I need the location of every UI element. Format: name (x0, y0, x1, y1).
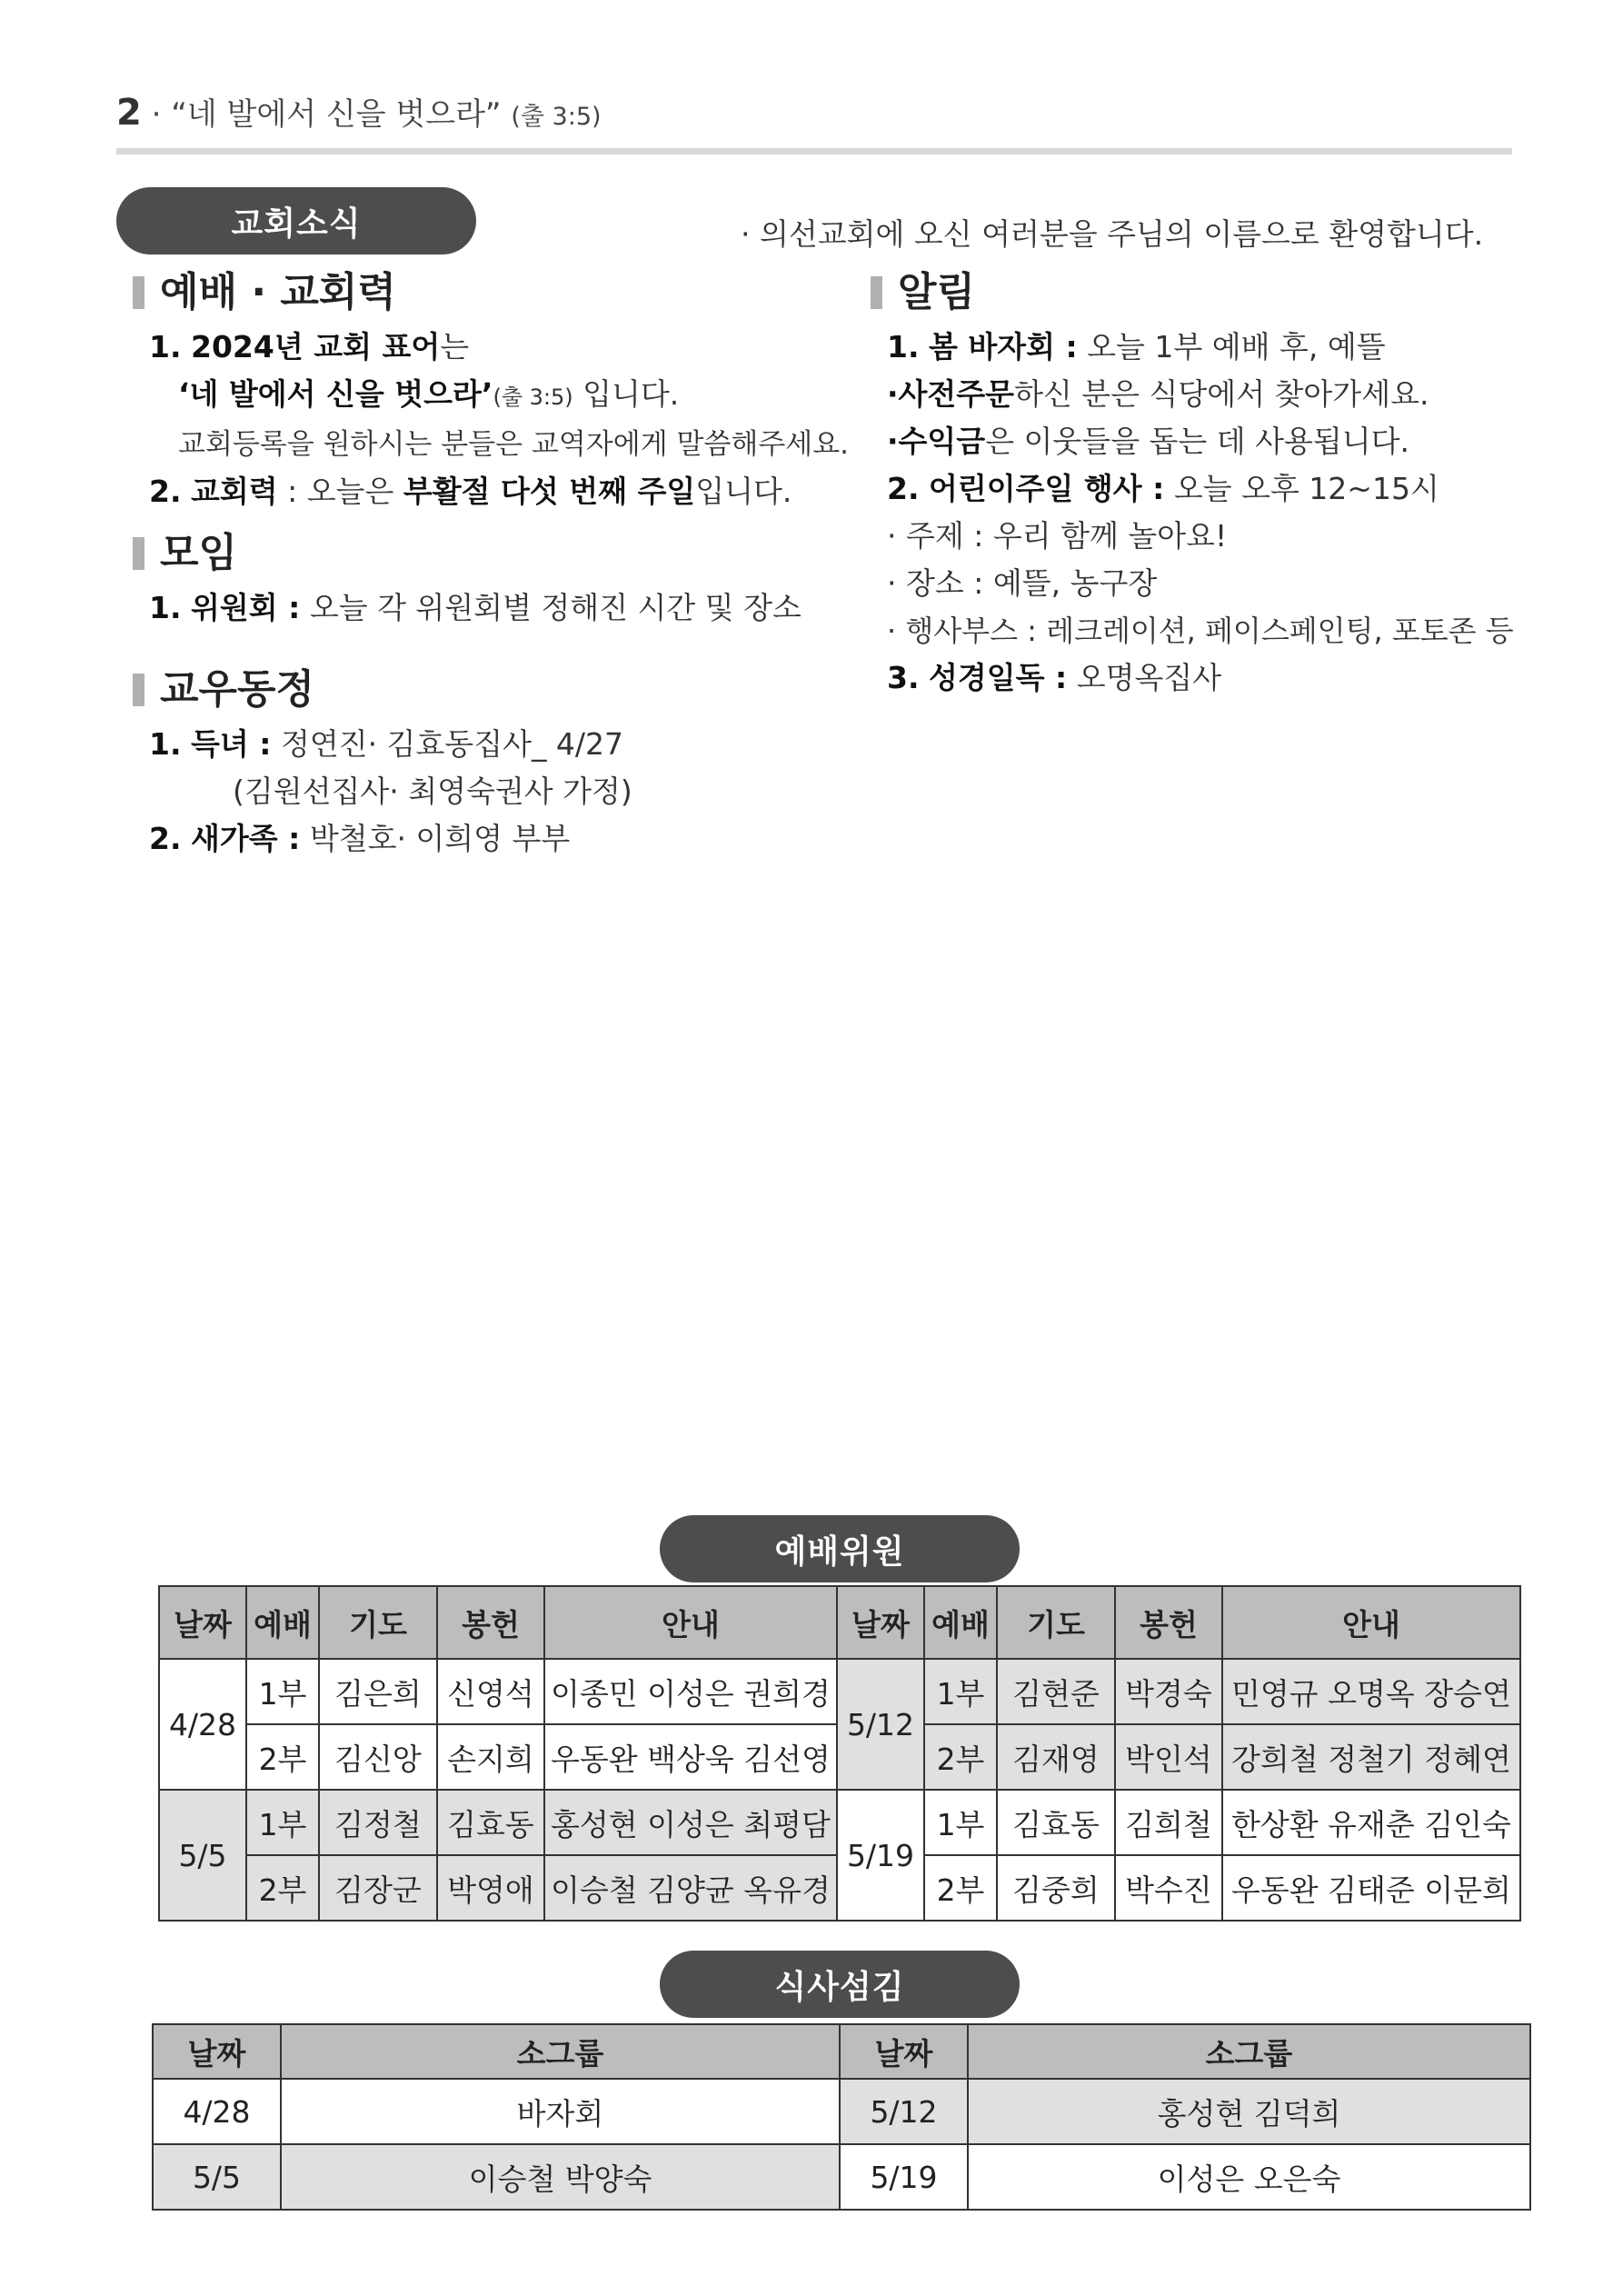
welcome-text: · 의선교회에 오신 여러분을 주님의 이름으로 환영합니다. (741, 216, 1484, 252)
col-header: 소그룹 (281, 2024, 840, 2079)
date-cell: 5/12 (837, 1659, 924, 1790)
col-header: 봉헌 (437, 1586, 544, 1659)
col-header: 예배 (924, 1586, 997, 1659)
meal-service-table (152, 2023, 1531, 2211)
col-header: 기도 (319, 1586, 437, 1659)
news-label: 교회소식 (116, 187, 476, 255)
members-line-3: 2. 새가족 : 박철호· 이희영 부부 (149, 821, 571, 856)
table-row: 2부 김신앙 손지희 우동완 백상욱 김선영 2부 김재영 박인석 강희철 정철기 정혜연 (159, 1724, 1520, 1790)
section-meeting (116, 526, 861, 581)
header-quote: “네 발에서 신을 벗으라” (171, 96, 502, 133)
worship-line-4: 2. 교회력 : 오늘은 부활절 다섯 번째 주일입니다. (149, 474, 792, 509)
header-divider (116, 148, 1512, 155)
date-cell: 5/12 (840, 2079, 968, 2144)
date-cell: 5/5 (159, 1790, 246, 1921)
notice-line-7: · 행사부스 : 레크레이션, 페이스페인팅, 포토존 등 (887, 614, 1514, 648)
worship-committee-title: 예배위원 (660, 1515, 1020, 1582)
col-header: 봉헌 (1115, 1586, 1222, 1659)
section-title: 알림 (898, 269, 976, 315)
table-header-row (159, 1586, 1520, 1659)
header-separator: · (151, 96, 162, 133)
col-header: 안내 (1222, 1586, 1520, 1659)
col-header: 기도 (997, 1586, 1115, 1659)
notice-line-4: 2. 어린이주일 행사 : 오늘 오후 12~15시 (887, 471, 1439, 506)
date-cell: 5/5 (153, 2144, 281, 2210)
table-row: 2부 김장군 박영애 이승철 김양균 옥유경 2부 김중희 박수진 우동완 김태준 이문희 (159, 1855, 1520, 1921)
section-notice (854, 265, 1527, 320)
date-cell: 5/19 (837, 1790, 924, 1921)
col-header: 예배 (246, 1586, 319, 1659)
date-cell: 4/28 (159, 1659, 246, 1790)
notice-line-6: · 장소 : 예뜰, 농구장 (887, 565, 1158, 601)
col-header: 날짜 (159, 1586, 246, 1659)
table-row: 5/5 이승철 박양숙 5/19 이성은 오은숙 (153, 2144, 1530, 2210)
col-header: 날짜 (837, 1586, 924, 1659)
section-members (116, 663, 861, 717)
worship-line-1: 1. 2024년 교회 표어는 (149, 329, 470, 364)
col-header: 날짜 (840, 2024, 968, 2079)
worship-line-2: ‘네 발에서 신을 벗으라’(출 3:5) 입니다. (178, 376, 680, 412)
left-column (116, 265, 861, 863)
col-header: 날짜 (153, 2024, 281, 2079)
members-line-1: 1. 득녀 : 정연진· 김효동집사_ 4/27 (149, 726, 624, 762)
section-title: 예배 · 교회력 (160, 269, 396, 315)
right-column (854, 265, 1527, 702)
notice-line-1: 1. 봄 바자회 : 오늘 1부 예배 후, 예뜰 (887, 329, 1386, 364)
table-row: 4/28 바자회 5/12 홍성현 김덕희 (153, 2079, 1530, 2144)
meal-service-title: 식사섬김 (660, 1951, 1020, 2018)
date-cell: 4/28 (153, 2079, 281, 2144)
notice-line-3: ·수익금은 이웃들을 돕는 데 사용됩니다. (887, 424, 1410, 459)
section-bar-icon (133, 276, 144, 309)
table-header-row (153, 2024, 1530, 2079)
page-number: 2 (116, 92, 142, 134)
table-row: 5/5 1부 김정철 김효동 홍성현 이성은 최평담 5/19 1부 김효동 김희철 한상환 유재춘 김인숙 (159, 1790, 1520, 1855)
date-cell: 5/19 (840, 2144, 968, 2210)
section-bar-icon (871, 276, 882, 309)
section-title: 교우동정 (160, 666, 315, 713)
meeting-line-1: 1. 위원회 : 오늘 각 위원회별 정해진 시간 및 장소 (149, 590, 802, 625)
page-header (116, 89, 602, 134)
table-row: 4/28 1부 김은희 신영석 이종민 이성은 권희경 5/12 1부 김현준 박경숙 민영규 오명옥 장승연 (159, 1659, 1520, 1724)
section-title: 모임 (160, 530, 238, 576)
col-header: 안내 (544, 1586, 837, 1659)
col-header: 소그룹 (968, 2024, 1530, 2079)
notice-line-8: 3. 성경일독 : 오명옥집사 (887, 660, 1222, 695)
worship-committee-table (158, 1585, 1521, 1922)
worship-line-3: 교회등록을 원하시는 분들은 교역자에게 말씀해주세요. (178, 428, 850, 461)
section-worship (116, 265, 861, 320)
members-line-2: (김원선집사· 최영숙권사 가정) (233, 774, 632, 809)
header-ref: (출 3:5) (511, 103, 602, 131)
section-bar-icon (133, 674, 144, 706)
section-bar-icon (133, 537, 144, 570)
notice-line-2: ·사전주문하신 분은 식당에서 찾아가세요. (887, 376, 1429, 412)
notice-line-5: · 주제 : 우리 함께 놀아요! (887, 518, 1228, 554)
